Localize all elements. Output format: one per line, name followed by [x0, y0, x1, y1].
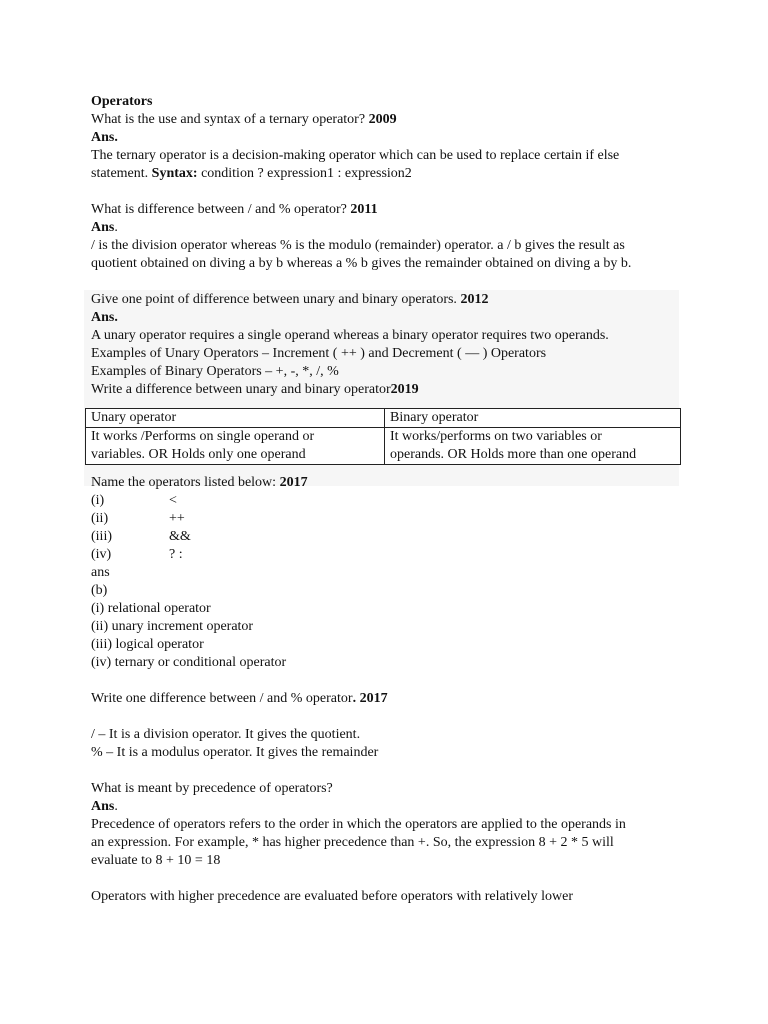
answer-label: Ans: [91, 799, 115, 814]
answer-label: ans: [91, 565, 110, 580]
answer-text: statement.: [91, 166, 152, 181]
list-item: [91, 510, 691, 528]
question-year: 2019: [390, 382, 419, 397]
answer-text: / is the division operator whereas % is the modulo (remainder) operator. a / b gives the result as: [91, 238, 625, 253]
answer-label-dot: .: [114, 220, 118, 235]
answer-label-dot: .: [114, 799, 118, 814]
list-item: [91, 546, 691, 564]
table-cell-line: It works/performs on two variables or: [390, 429, 602, 444]
question-year: 2011: [350, 202, 378, 217]
answer-text: A unary operator requires a single operand whereas a binary operator requires two operands.: [91, 328, 609, 343]
question-unary-binary: [91, 291, 691, 309]
table-cell: [385, 428, 681, 465]
question-text: What is the use and syntax of a ternary operator?: [91, 112, 369, 127]
question-year-prefix: .: [352, 691, 360, 706]
answer-text: The ternary operator is a decision-making operator which can be used to replace certain if else: [91, 148, 620, 163]
question-year: 2017: [359, 691, 388, 706]
question-division-modulo: [91, 201, 691, 219]
answer-text: Precedence of operators refers to the order in which the operators are applied to the operands in: [91, 817, 626, 832]
spacer: [91, 672, 691, 690]
list-item-number: (ii): [91, 511, 109, 526]
part-label: (b): [91, 583, 108, 598]
answer-item: (i) relational operator: [91, 601, 211, 616]
table-cell-line: It works /Performs on single operand or: [91, 429, 315, 444]
answer-item: (ii) unary increment operator: [91, 619, 254, 634]
question-precedence: What is meant by precedence of operators?: [91, 781, 333, 796]
comparison-table: [85, 408, 681, 465]
spacer: [91, 870, 691, 888]
list-item-number: (iii): [91, 529, 112, 544]
answer-text: Operators with higher precedence are evaluated before operators with relatively lower: [91, 889, 573, 904]
answer-label: Ans.: [91, 310, 118, 325]
question-text: What is difference between / and % operator?: [91, 202, 351, 217]
syntax-text: condition ? expression1 : expression2: [197, 166, 412, 181]
table-header-cell: Unary operator: [86, 409, 385, 428]
list-item-symbol: &&: [169, 529, 191, 544]
question-text: Give one point of difference between unary and binary operators.: [91, 292, 461, 307]
answer-text: evaluate to 8 + 10 = 18: [91, 853, 221, 868]
table-cell-line: variables. OR Holds only one operand: [91, 447, 306, 462]
syntax-label: Syntax:: [151, 166, 198, 181]
list-item-number: (iv): [91, 547, 112, 562]
answer-label: Ans.: [91, 130, 118, 145]
question-text: Write a difference between unary and binary operator: [91, 382, 391, 397]
question-ternary: [91, 111, 691, 129]
question-year: 2009: [368, 112, 397, 127]
list-item-number: (i): [91, 493, 105, 508]
spacer: [91, 762, 691, 780]
question-unary-binary-2019: [91, 381, 691, 399]
table-header-row: [86, 409, 681, 428]
answer-label: Ans: [91, 220, 115, 235]
spacer: [91, 273, 691, 291]
table-cell: [86, 428, 385, 465]
spacer: [91, 183, 691, 201]
answer-text: Examples of Unary Operators – Increment ( ++ ) and Decrement ( — ) Operators: [91, 346, 547, 361]
page-title: Operators: [91, 94, 153, 109]
answer-text: quotient obtained on diving a by b whereas a % b gives the remainder obtained on diving a by b.: [91, 256, 632, 271]
list-item-symbol: <: [169, 493, 177, 508]
table-header-cell: Binary operator: [385, 409, 681, 428]
answer-text: % – It is a modulus operator. It gives the remainder: [91, 745, 379, 760]
list-item: [91, 528, 691, 546]
list-item-symbol: ++: [169, 511, 185, 526]
question-name-operators: [91, 474, 691, 492]
answer-text: / – It is a division operator. It gives the quotient.: [91, 727, 361, 742]
spacer: [91, 708, 691, 726]
table-cell-line: operands. OR Holds more than one operand: [390, 447, 637, 462]
answer-label-line: [91, 219, 691, 237]
list-item-symbol: ? :: [169, 547, 183, 562]
question-division-modulus-2017: [91, 690, 691, 708]
answer-syntax-line: [91, 165, 691, 183]
answer-text: Examples of Binary Operators – +, -, *, /, %: [91, 364, 339, 379]
question-text: Name the operators listed below:: [91, 475, 280, 490]
list-item: [91, 492, 691, 510]
answer-item: (iii) logical operator: [91, 637, 204, 652]
question-text: Write one difference between / and % operator: [91, 691, 353, 706]
table-row: [86, 428, 681, 465]
question-year: 2017: [279, 475, 308, 490]
answer-label-line: [91, 798, 691, 816]
question-year: 2012: [460, 292, 489, 307]
answer-item: (iv) ternary or conditional operator: [91, 655, 287, 670]
answer-text: an expression. For example, * has higher precedence than +. So, the expression 8 + 2 * 5 will: [91, 835, 614, 850]
document-page: [91, 93, 691, 906]
